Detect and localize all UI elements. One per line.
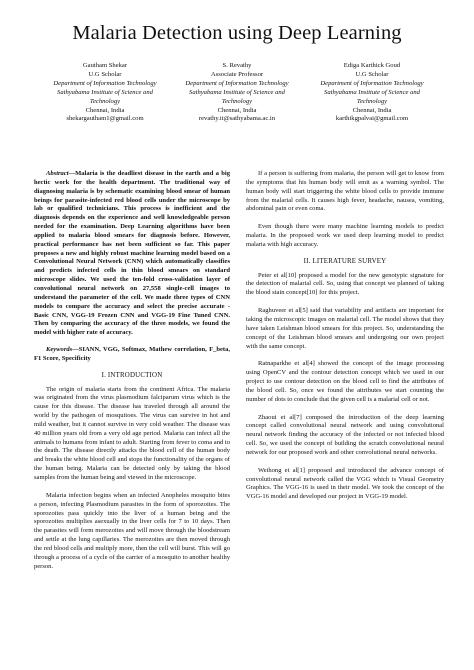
author-name: S. Revathy <box>222 62 252 69</box>
right-paragraph-2: Even though there were many machine learning models to predict malaria. In the proposed work we used deep learning model to predict malaria with high accuracy. <box>246 223 444 248</box>
right-column <box>246 170 444 502</box>
author-location: Chennai, India <box>352 106 392 114</box>
author-block-3 <box>297 62 447 124</box>
right-paragraph-1: If a person is suffering from malaria, the person will get to know from the symptoms that his human body will emit as a warning symbol. The human body will start triggering the white blood cells to provide immune from the malarial cells. It causes high fever, headache, nausea, vomiting, abdominal pain or even coma. <box>246 170 444 213</box>
left-column <box>34 170 230 571</box>
author-institute: Sathyabama Institute of Science and <box>57 88 153 96</box>
paper-title: Malaria Detection using Deep Learning <box>72 22 402 44</box>
author-email: shekargautham1@gmail.com <box>66 115 144 123</box>
author-block-1 <box>30 62 180 124</box>
author-role: Associate Professor <box>210 70 264 78</box>
literature-paragraph-3: Ratnaparkhe et al[4] showed the concept of the image processing using OpenCV and the contour detection concept which we used in our project to use contour detection on the blood cell to find the attributes of the blood cell. So, once we found the attributes we start counting the number of dots to conclude that the given cell is a malarial cell or not. <box>246 360 444 403</box>
section-heading-introduction: I. INTRODUCTION <box>101 371 163 379</box>
literature-paragraph-2: Raghuveer et al[5] said that variability and artifacts are important for taking the microscopic images on malarial cell. The model shows that they have taken Leishman blood smears for this project. So, understanding the concept of the Leishman blood smears and undergoing our own project with the same concept. <box>246 307 444 350</box>
author-email: revathy.it@sathyabama.ac.in <box>198 115 276 123</box>
author-name: Ediga Karthick Goud <box>343 62 401 69</box>
literature-paragraph-5: Weihong et al[1] proposed and introduced the advance concept of convolutional neural network called the VGG which is Visual Geometry Graphics. The VGG-16 is used in their model. We took the concept of the VGG-16 model and developed our project in VGG-19 model. <box>246 466 444 501</box>
abstract-text: —Malaria is the deadliest disease in the earth and a big hectic work for the health department. The traditional way of diagnosing malaria is by schematic examining blood smear of human beings for parasite-infected red blood cells under the microscope by lab or qualified technicians. This process is inefficient and the diagnosis depends on the experience and well knowledgeable person needed for the examination. Deep Learning algorithms have been applied to malaria blood smears for diagnosis before. However, practical performance has not been sufficient so far. This paper proposes a new and highly robust machine learning model based on a Convolutional Neural Network (CNN) which automatically classifies and predicts infected cells in thin blood smears on standard microscope slides. We used the ten-fold cross-validation layer of convolutional neural network on 27,558 single-cell images to understand the parameter of the cell. We made three types of CNN models to compare the accuracy and select the precise accurate - Basic CNN, VGG-19 Frozen CNN and VGG-19 Fine Tuned CNN. Then by comparing the accuracy of the three models, we found the model with higher rate of accuracy. <box>34 170 230 337</box>
author-name: Gautham Shekar <box>82 62 128 69</box>
author-email: karthikgpalvai@gmail.com <box>335 115 409 123</box>
abstract-label: Abstract <box>46 170 69 177</box>
author-role: U.G Scholar <box>355 70 389 78</box>
author-block-2 <box>162 62 312 124</box>
literature-paragraph-4: Zhaoui et al[7] composed the introduction of the deep learning concept called convolutional neural network and using convolutional neural network finding the accuracy of the infected or not infected blood cell. So, we used the concept of building the scratch convolutional neural network for our proposed work and other convolutional neural networks. <box>246 413 444 456</box>
author-institute-cont: Technology <box>89 97 121 105</box>
literature-paragraph-1: Peter et al[10] proposed a model for the new genotypic signature for the detection of malarial cell. So, using that concept we planned of taking the blood stain concept[10] for this project. <box>246 271 444 297</box>
author-department: Department of Information Technology <box>53 79 157 87</box>
author-role: U.G Scholar <box>88 70 122 78</box>
keywords-text: —SIANN, VGG, Softmax, Mathew correlation, F_beta, F1 Score, Specificity <box>34 346 230 362</box>
author-institute: Sathyabama Institute of Science and <box>324 88 420 96</box>
author-department: Department of Information Technology <box>185 79 289 87</box>
keywords <box>34 346 230 364</box>
author-institute: Sathyabama Institute of Science and <box>189 88 285 96</box>
author-location: Chennai, India <box>217 106 257 114</box>
abstract <box>34 170 230 338</box>
author-institute-cont: Technology <box>221 97 253 105</box>
author-institute-cont: Technology <box>356 97 388 105</box>
section-heading-literature-survey: II. LITERATURE SURVEY <box>303 257 387 265</box>
intro-paragraph-2: Malaria infection begins when an infected Anopheles mosquito bites a person, infecting Plasmodium parasites in the form of sporozoites. The sporozoites pass quickly into the liver of a human being and the sporozoites multiplies asexually in the liver cells for 7 to 10 days. Then the parasites will form merozoites and will move through the bloodstream and settle at the lung capillaries. The merozoites are then moved through the red blood cells and multiply more, then the cell will burst. This will go through a process of a cycle of the carrier of a mosquito to another healthy person. <box>34 491 230 570</box>
author-department: Department of Information Technology <box>320 79 424 87</box>
keywords-label: Keywords <box>46 346 73 354</box>
intro-paragraph-1: The origin of malaria starts from the continent Africa. The malaria was originated from the virus plasmodium falciparum virus which is the cause for this disease. The disease has traveled through all around the world by the pathogen of mosquitoes. The virus can survive in hot and mild weather, but it cannot survive in very cold weather. The disease was 40 million years old from a very old age period. Malaria can infect all the animals to humans from infant to adult. Starting from fever to coma and to the death. The disease directly attacks the blood cell of the human body and breaks the white blood cell and stops the functionality of the organs of the human being. Malaria can be detected only by taking the blood samples from the human being and viewed in the microscope. <box>34 385 230 481</box>
author-location: Chennai, India <box>85 106 125 114</box>
